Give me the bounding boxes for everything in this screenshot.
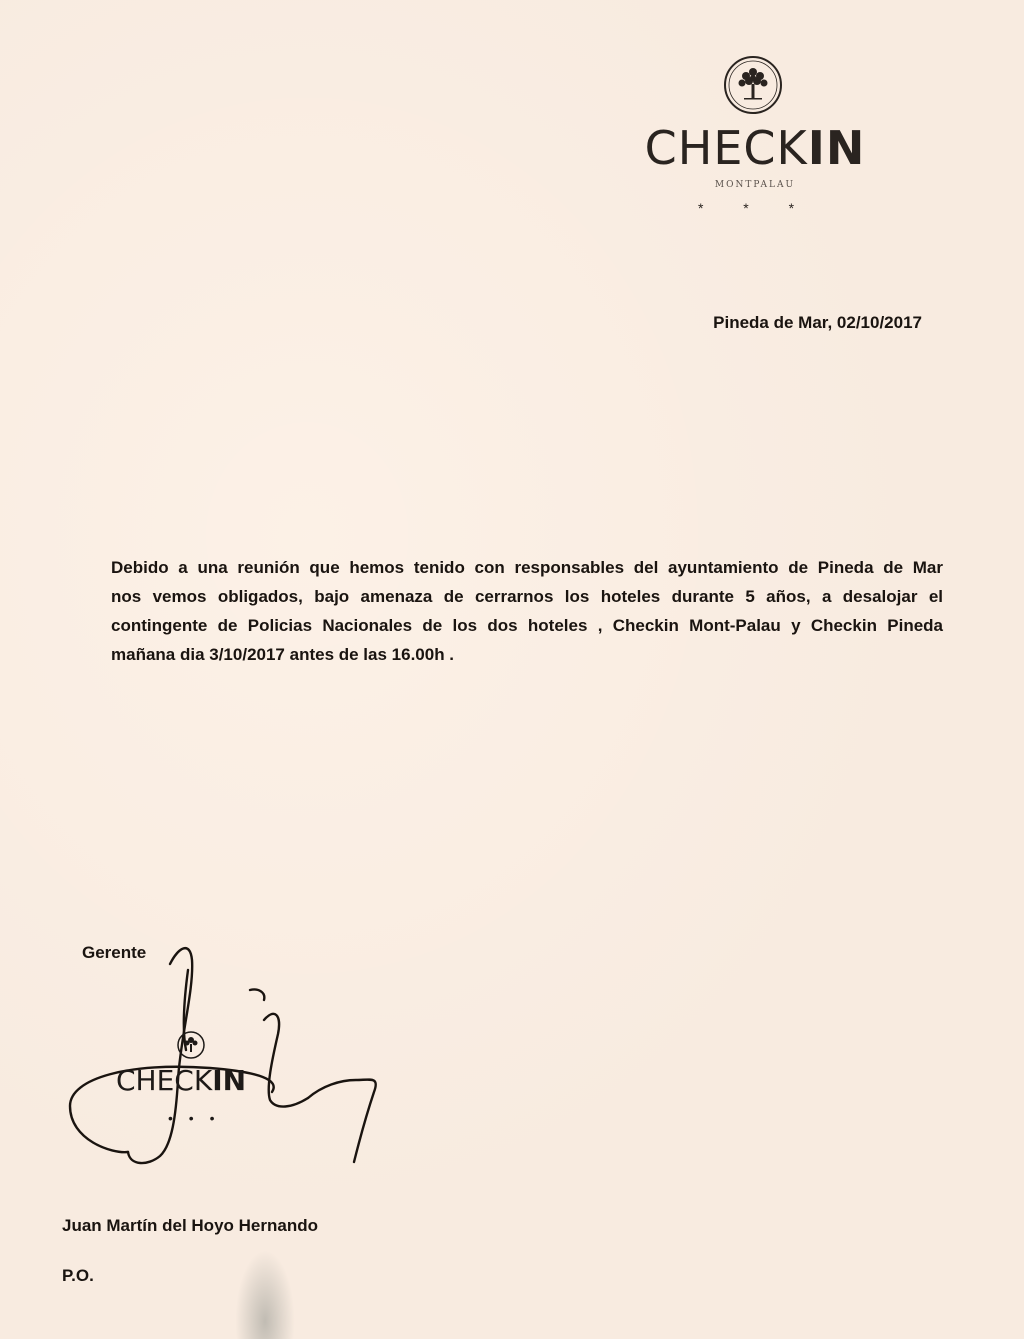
stamp-dots: • • •	[168, 1110, 221, 1126]
letter-body	[111, 553, 943, 669]
stamp-bold: IN	[212, 1064, 247, 1097]
body-line: contingente de Policias Nacionales de los dos hoteles , Checkin Mont-Palau y Checkin Pineda	[111, 616, 943, 635]
po-label: P.O.	[62, 1266, 94, 1285]
signer-name: Juan Martín del Hoyo Hernando	[62, 1216, 318, 1235]
stamp-light: CHECK	[116, 1064, 213, 1097]
body-line: nos vemos obligados, bajo amenaza de cerrarnos los hoteles durante 5 años, a desalojar el	[111, 587, 943, 606]
body-line: Debido a una reunión que hemos tenido con responsables del ayuntamiento de Pineda de Mar	[111, 558, 943, 577]
letterhead-logo	[600, 50, 910, 230]
tree-emblem-icon	[176, 1030, 206, 1060]
hotel-stars: * * *	[697, 200, 813, 216]
letter-date: Pineda de Mar, 02/10/2017	[713, 313, 922, 332]
body-line: mañana dia 3/10/2017 antes de las 16.00h .	[111, 645, 455, 664]
company-stamp	[108, 1028, 278, 1138]
brand-light: CHECK	[644, 121, 808, 175]
scan-shadow	[235, 1250, 295, 1339]
brand-wordmark	[600, 120, 910, 176]
tree-emblem-icon	[722, 54, 784, 116]
signer-role: Gerente	[82, 943, 147, 962]
stamp-wordmark	[116, 1064, 246, 1097]
brand-subtitle: MONTPALAU	[714, 180, 796, 190]
brand-bold: IN	[807, 121, 866, 175]
